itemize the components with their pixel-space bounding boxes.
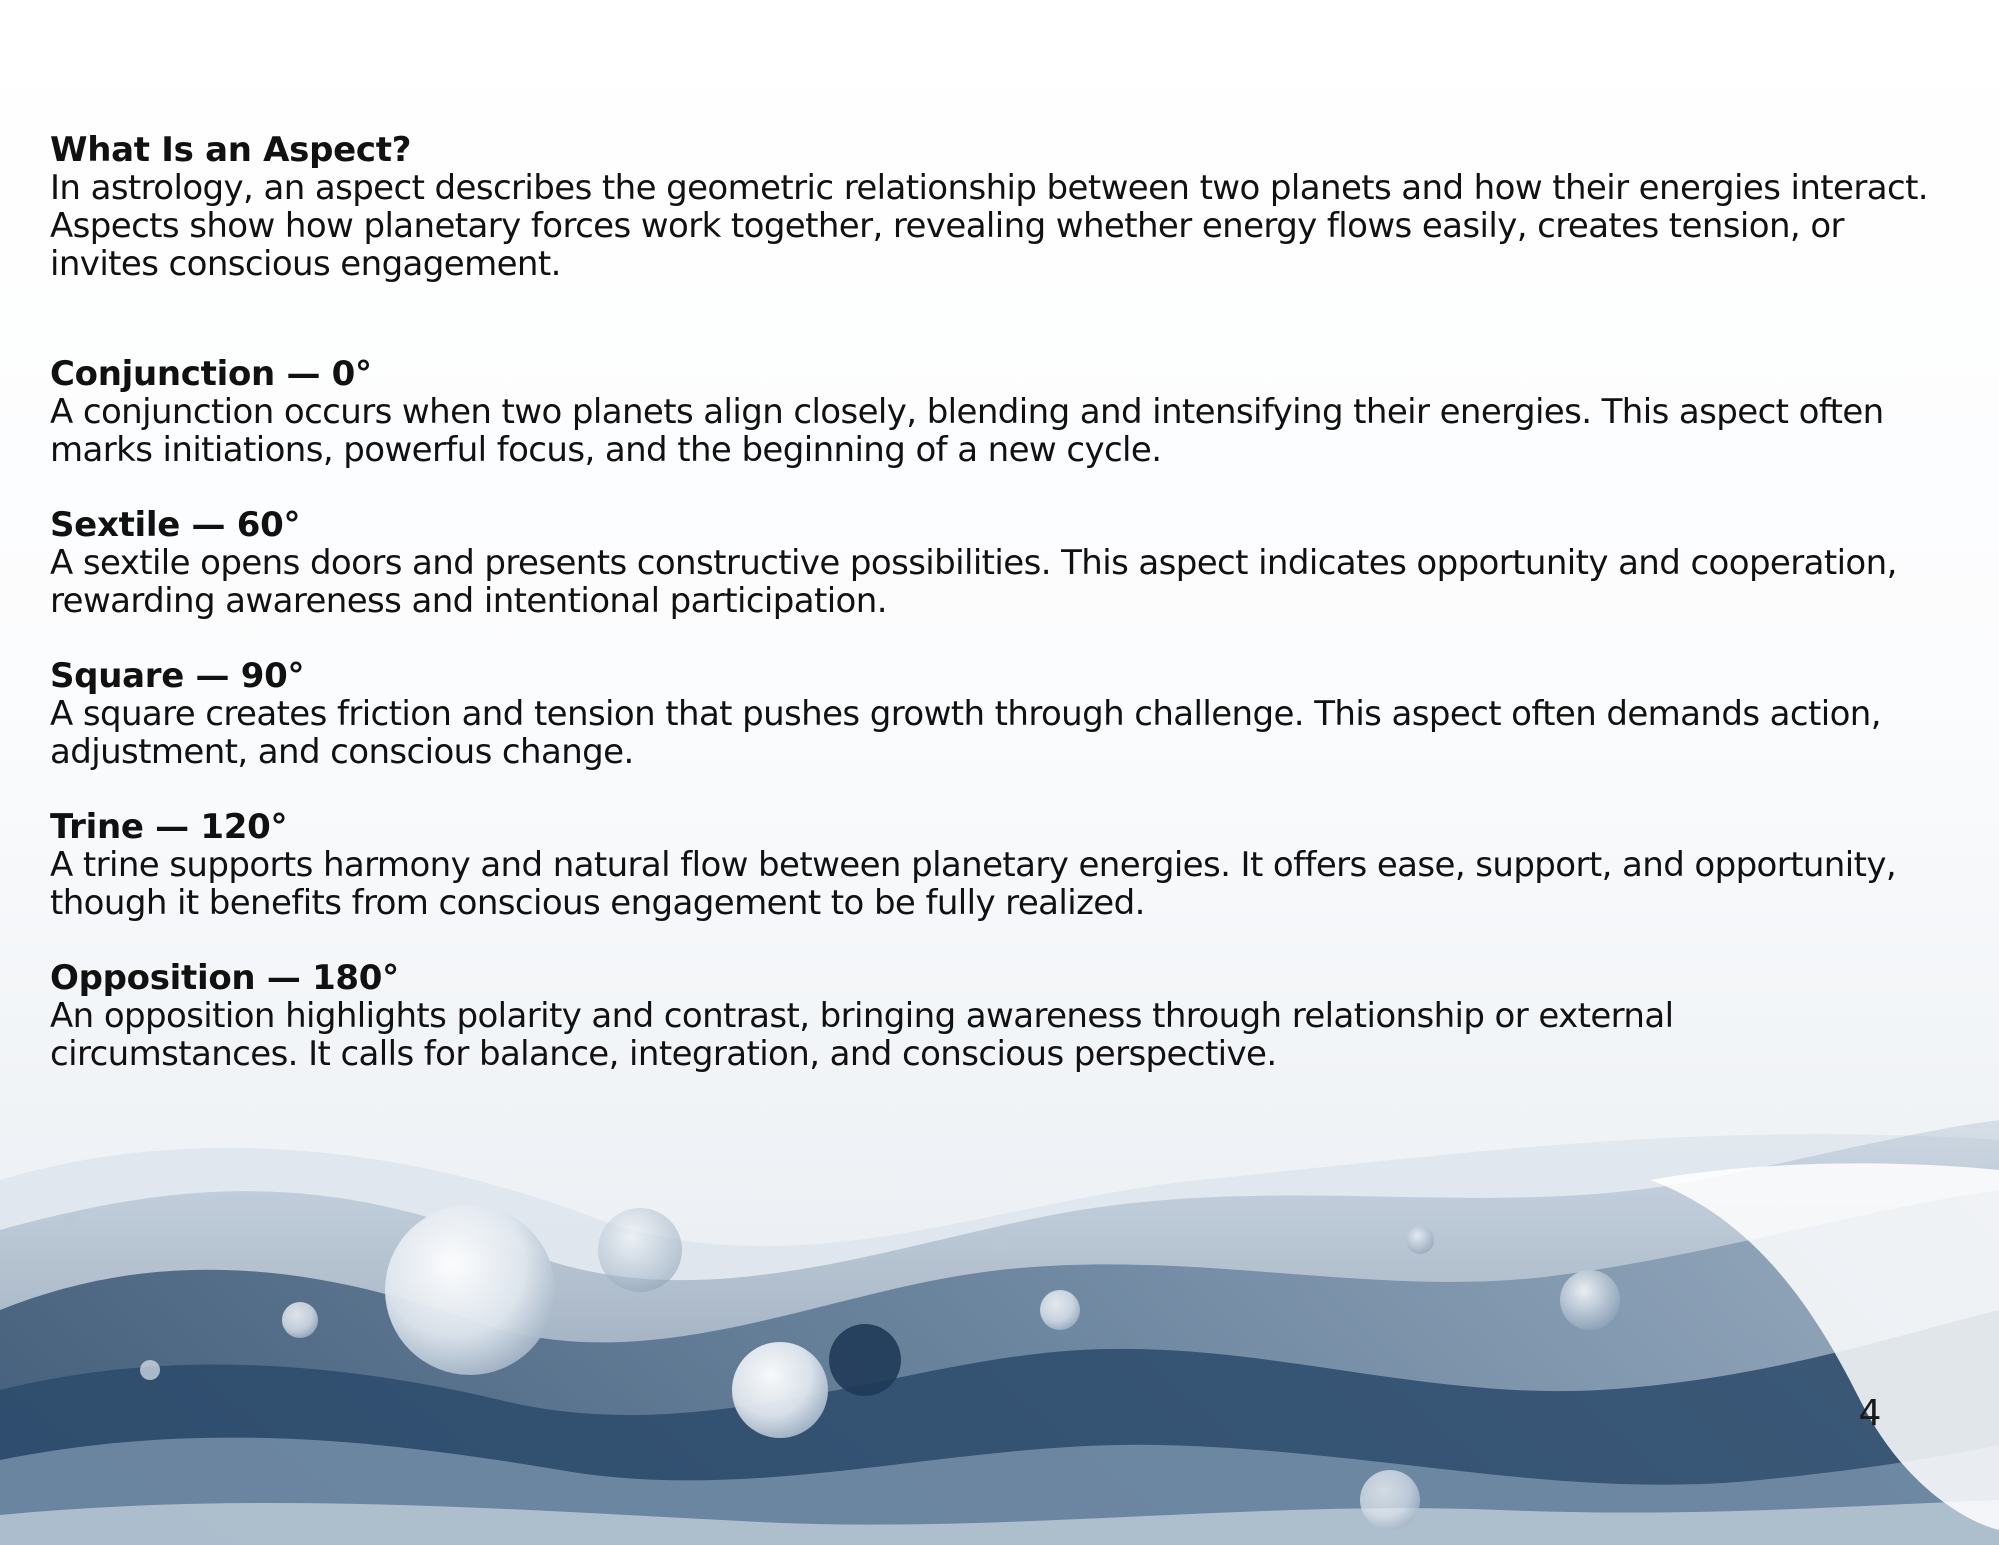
aspect-heading: Conjunction — 0° bbox=[50, 354, 372, 394]
aspect-section-trine bbox=[50, 808, 1930, 922]
aspect-paragraph: A sextile opens doors and presents constructive possibilities. This aspect indicates opportunity and cooperation, rewarding awareness and intentional participation. bbox=[50, 543, 1897, 621]
aspect-section-sextile bbox=[50, 506, 1930, 620]
aspect-paragraph: An opposition highlights polarity and contrast, bringing awareness through relationship or external circumstances. It calls for balance, integration, and conscious perspective. bbox=[50, 996, 1674, 1074]
aspect-paragraph: A conjunction occurs when two planets align closely, blending and intensifying their energies. This aspect often marks initiations, powerful focus, and the beginning of a new cycle. bbox=[50, 392, 1884, 470]
intro-heading: What Is an Aspect? bbox=[50, 130, 412, 170]
aspect-section-conjunction bbox=[50, 355, 1930, 469]
aspect-heading: Sextile — 60° bbox=[50, 505, 301, 545]
aspect-heading: Square — 90° bbox=[50, 656, 305, 696]
aspect-section-opposition bbox=[50, 959, 1930, 1073]
aspect-section-square bbox=[50, 657, 1930, 771]
aspect-heading: Trine — 120° bbox=[50, 807, 288, 847]
aspect-paragraph: A square creates friction and tension that pushes growth through challenge. This aspect often demands action, adjustment, and conscious change. bbox=[50, 694, 1881, 772]
page-number: 4 bbox=[1858, 1393, 1882, 1434]
aspect-paragraph: A trine supports harmony and natural flow between planetary energies. It offers ease, support, and opportunity, though it benefits from conscious engagement to be fully realized. bbox=[50, 845, 1897, 923]
intro-paragraph: In astrology, an aspect describes the geometric relationship between two planets and how their energies interact. Aspects show how planetary forces work together, revealing whether energy flows easily, creates tension, or invites conscious engagement. bbox=[50, 168, 1929, 284]
wave-background-illustration bbox=[0, 1060, 1999, 1545]
intro-section bbox=[50, 131, 1930, 283]
aspect-heading: Opposition — 180° bbox=[50, 958, 399, 998]
document-body bbox=[50, 131, 1930, 1073]
